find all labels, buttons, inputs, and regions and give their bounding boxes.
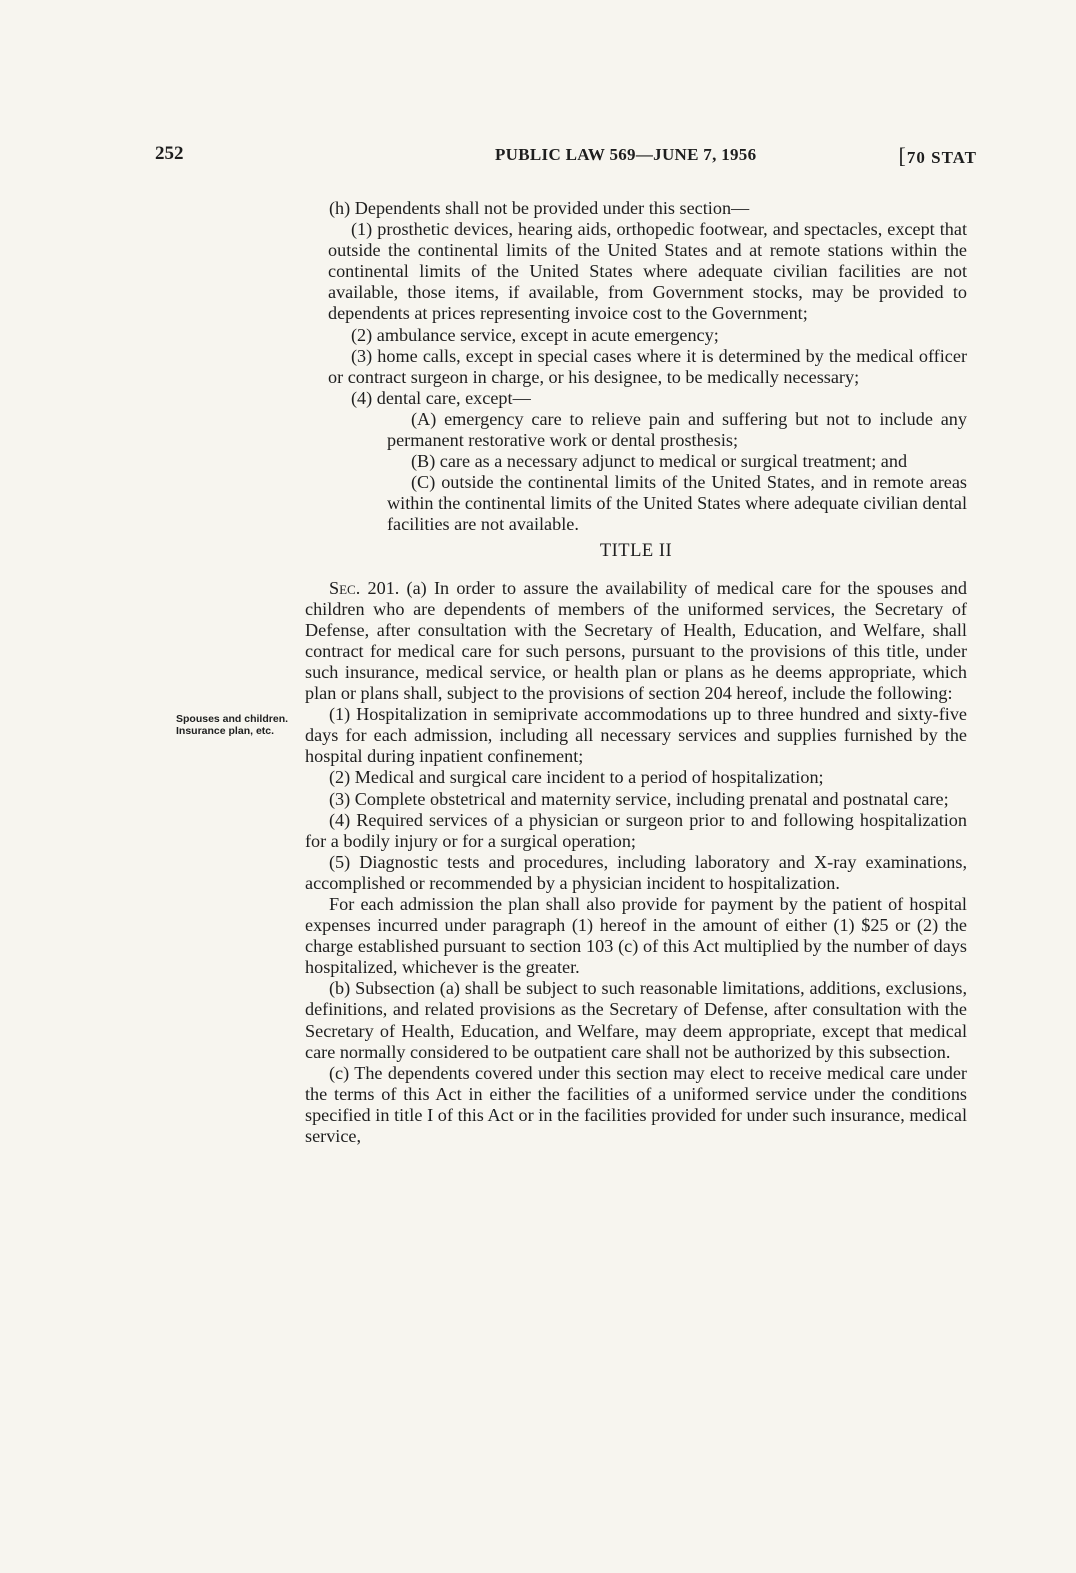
section-h-item-4a: (A) emergency care to relieve pain and suffering but not to include any permanent restorative work or dental prosthesis; [387,408,967,451]
section-201-payment: For each admission the plan shall also provide for payment by the patient of hospital expenses incurred under paragraph (1) hereof in the amount of either (1) $25 or (2) the charge established pursuant to section 103 (c) of this Act multiplied by the number of days hospitalized, whichever is the greater. [305,894,967,978]
margin-note-insurance: Insurance plan, etc. [176,724,275,737]
section-201-c: (c) The dependents covered under this section may elect to receive medical care under the terms of this Act in either the facilities of a uniformed service under the conditions specified in title I of this Act or in the facilities provided for under such insurance, medical service, [305,1062,967,1147]
section-h-item-4b: (B) care as a necessary adjunct to medical or surgical treatment; and [411,451,908,472]
section-201-b: (b) Subsection (a) shall be subject to such reasonable limitations, additions, exclusions, definitions, and related provisions as the Secretary of Defense, after consultation with the Secretary of Health, Education, and Welfare, may deem appropriate, except that medical care normally considered to be outpatient care shall not be authorized by this subsection. [305,978,967,1062]
margin-note-spouses: Spouses and children. [176,713,289,725]
section-201-para-1: (1) Hospitalization in semiprivate accommodations up to three hundred and sixty-five days for each admission, including all necessary services and supplies furnished by the hospital during inpatient confinement; [305,704,967,767]
page-number: 252 [155,143,184,164]
body-text [305,198,967,1147]
section-201-a [305,578,967,705]
margin-notes [176,714,301,737]
volume-reference [899,143,977,169]
section-201-para-3: (3) Complete obstetrical and maternity service, including prenatal and postnatal care; [329,788,949,809]
section-h-intro: (h) Dependents shall not be provided under this section— [329,198,750,218]
section-201-para-5: (5) Diagnostic tests and procedures, including laboratory and X-ray examinations, accomplished or recommended by a physician incident to hospitalization. [305,851,967,893]
section-h-item-1: (1) prosthetic devices, hearing aids, orthopedic footwear, and spectacles, except that outside the continental limits of the United States and at remote stations within the continental limits of the United States where adequate civilian facilities are not available, those items, if available, from Government stocks, may be provided to dependents at prices representing invoice cost to the Government; [328,219,967,324]
page-header [155,143,977,173]
section-h-item-2: (2) ambulance service, except in acute emergency; [351,324,719,345]
section-h-item-4c: (C) outside the continental limits of the United States, and in remote areas within the continental limits of the United States where adequate civilian dental facilities are not available. [387,472,967,535]
volume-reference-text: 70 STAT [906,148,977,167]
title-heading: TITLE II [599,540,673,561]
open-bracket-glyph: [ [898,143,907,168]
section-label: Sec. [329,577,361,598]
section-201-para-2: (2) Medical and surgical care incident to a period of hospitalization; [329,767,824,788]
section-h-item-4: (4) dental care, except— [351,387,531,408]
section-201-a-text: 201. (a) In order to assure the availability of medical care for the spouses and children who are dependents of members of the uniformed services, the Secretary of Defense, after consultation with the Secretary of Health, Education, and Welfare, shall contract for medical care for such persons, pursuant to the provisions of this title, under such insurance, medical service, or health plan or plans as he deems appropriate, which plan or plans shall, subject to the provisions of section 204 hereof, include the following: [305,577,967,704]
running-head: PUBLIC LAW 569—JUNE 7, 1956 [495,145,757,164]
section-h-item-3: (3) home calls, except in special cases where it is determined by the medical officer or contract surgeon in charge, or his designee, to be medically necessary; [328,345,967,387]
section-201-para-4: (4) Required services of a physician or surgeon prior to and following hospitalization for a bodily injury or for a surgical operation; [305,809,967,851]
